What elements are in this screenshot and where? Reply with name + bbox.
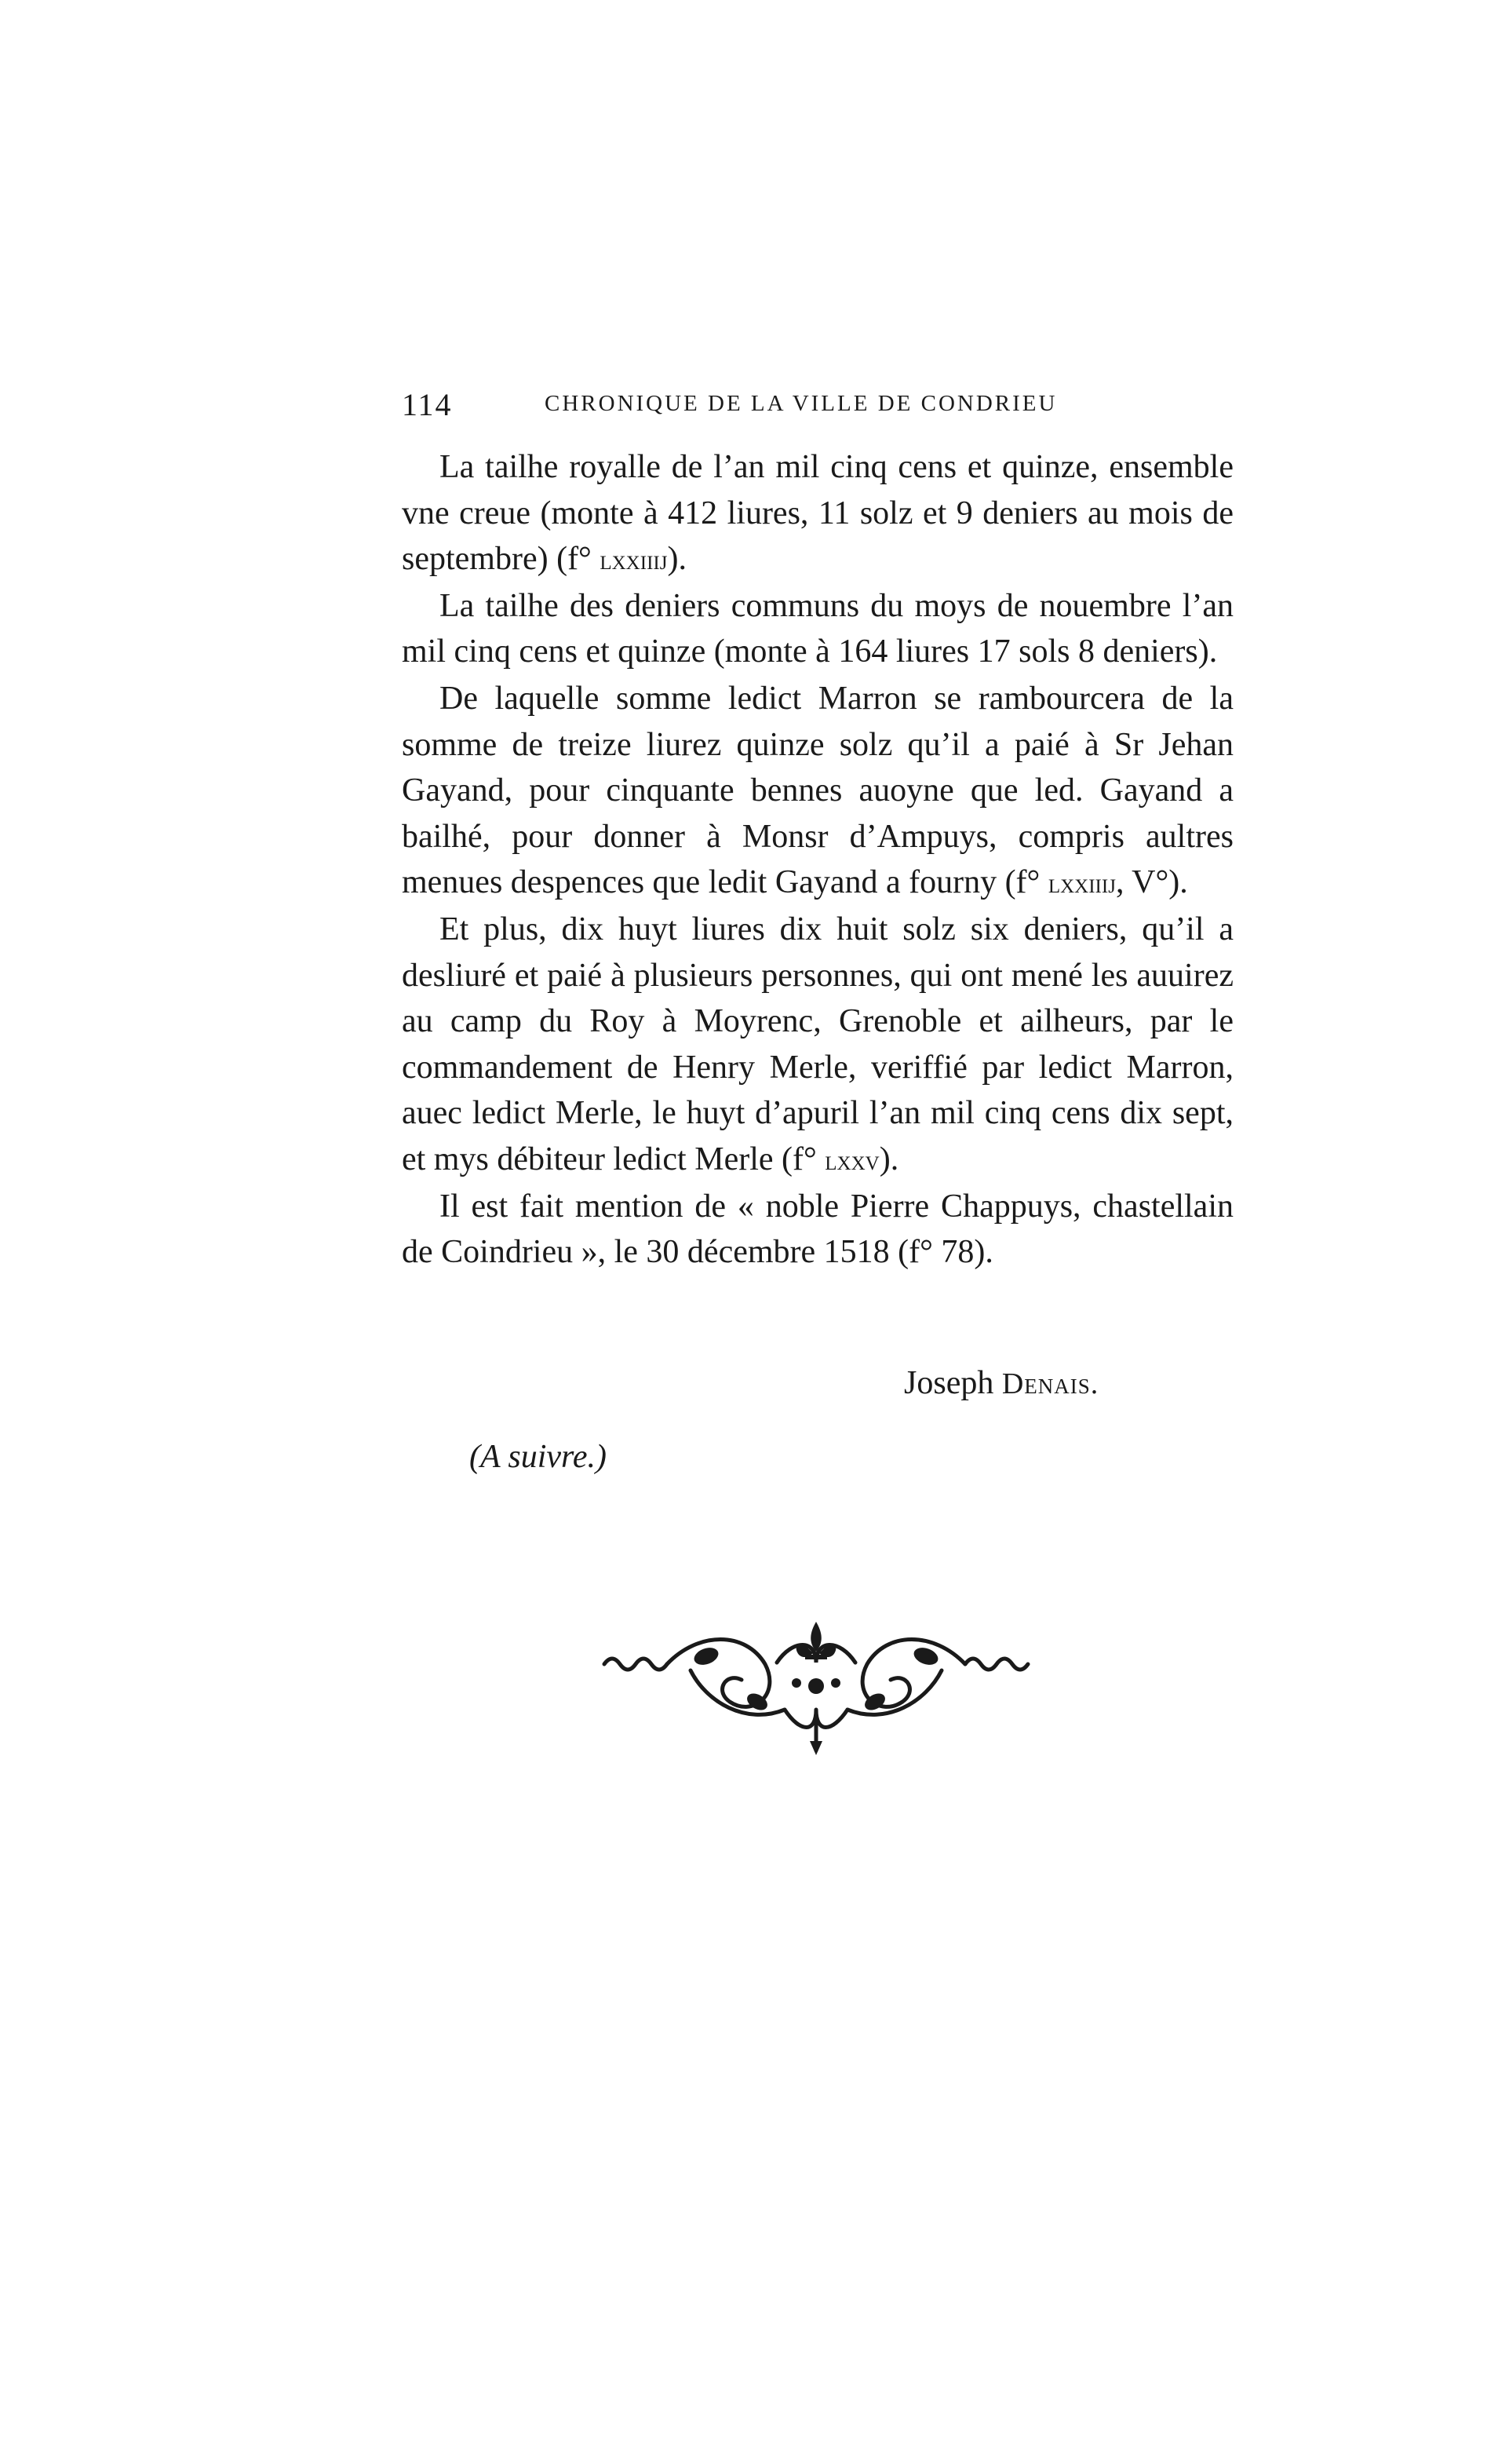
- author-signature: [904, 1364, 1099, 1402]
- to-be-continued: (A suivre.): [469, 1439, 607, 1475]
- page-number: 114: [402, 387, 453, 422]
- folio-reference: lxxv: [825, 1144, 880, 1176]
- paragraph-dix-huyt-liures: Et plus, dix huyt liures dix huit solz six deniers, qu’il a desliuré et paié à plusieurs personnes, qui ont mené les auuirez au camp du Roy à Moyrenc, Grenoble et ailheurs, par le commandement de Henry Merle, veriffié par ledict Marron, auec ledict Merle, le huyt d’apuril l’an mil cinq cens dix sept, et mys débiteur ledict Merle (f° lxxv).: [402, 911, 1234, 1177]
- folio-reference: lxxiiij: [1048, 867, 1116, 900]
- folio-reference: lxxiiij: [600, 544, 668, 576]
- paragraph-rambourcera: De laquelle somme ledict Marron se rambourcera de la somme de treize liurez quinze solz qu’il a paié à Sr Jehan Gayand, pour cinquante bennes auoyne que led. Gayand a bailhé, pour donner à Monsr d’Ampuys, compris aultres menues despences que ledit Gayand a fourny (f° lxxiiij, V°).: [402, 680, 1234, 901]
- body-text: [402, 444, 1234, 1276]
- running-title: CHRONIQUE DE LA VILLE DE CONDRIEU: [545, 391, 1058, 416]
- paragraph-chappuys: Il est fait mention de « noble Pierre Chappuys, chastellain de Coindrieu », le 30 décembre 1518 (f° 78).: [402, 1188, 1234, 1271]
- running-header: [402, 386, 1092, 425]
- author-surname: Denais.: [1001, 1367, 1099, 1400]
- fleuron-ornament-icon: [596, 1615, 1036, 1757]
- author-first-name: Joseph: [904, 1365, 994, 1401]
- paragraph-tailhe-deniers-communs: La tailhe des deniers communs du moys de nouembre l’an mil cinq cens et quinze (monte à 164 liures 17 sols 8 deniers).: [402, 587, 1234, 670]
- paragraph-tailhe-royalle: La tailhe royalle de l’an mil cinq cens et quinze, ensemble vne creue (monte à 412 liures, 11 solz et 9 deniers au mois de septembre) (f° lxxiiij).: [402, 449, 1234, 578]
